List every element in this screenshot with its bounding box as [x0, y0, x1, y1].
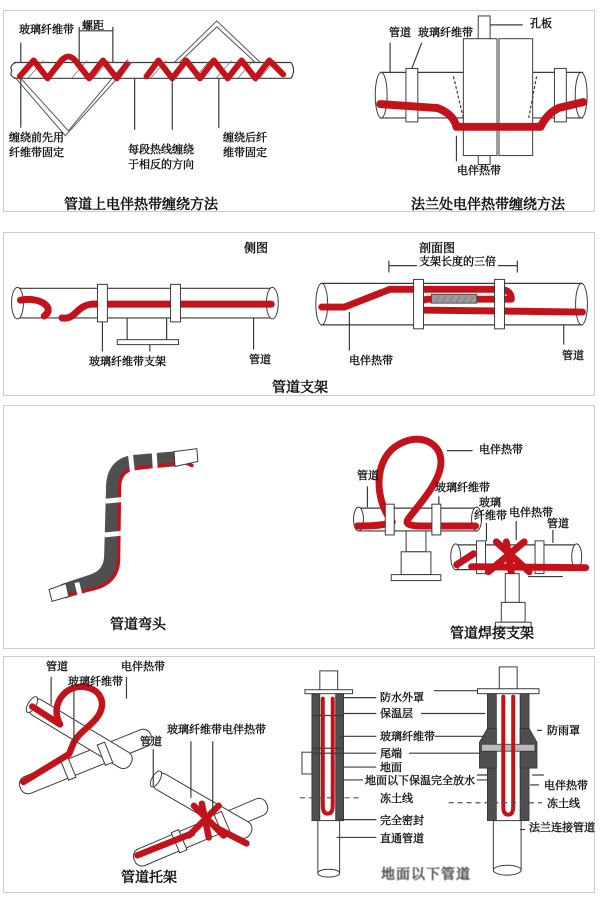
label-fiberglass-and-cable: 玻璃纤维带电伴热带 [167, 723, 266, 736]
title-flange-wrap-method: 法兰处电伴热带缠绕方法 [411, 197, 565, 213]
label-frost-line-left: 冻土线 [380, 792, 413, 805]
leader-lines [102, 318, 253, 352]
label-pipe: 管道 [547, 517, 569, 530]
label-fix-before-1: 缠绕前先用 [9, 131, 64, 144]
label-pipe: 管道 [249, 353, 271, 366]
panel-pipe-support [3, 232, 595, 396]
panel-cradle-underground [3, 656, 595, 893]
label-fiberglass-tape: 玻璃纤维带 [380, 730, 435, 743]
label-three-times-bracket-length: 支架长度的三倍 [419, 255, 496, 268]
welded-support [495, 574, 562, 628]
wrap-method-diagram [4, 11, 594, 211]
label-opposite-dir-2: 于相反的方向 [128, 158, 194, 171]
heat-cable [20, 57, 283, 79]
label-fiberglass-2: 纤维带 [474, 509, 507, 522]
splice-hatch [431, 294, 476, 303]
label-fiberglass-tape: 玻璃纤维带 [68, 675, 123, 688]
title-pipe-elbow: 管道弯头 [110, 617, 166, 633]
label-fix-after-1: 缠绕后纤 [223, 131, 267, 144]
label-fiberglass-1: 玻璃 [479, 496, 501, 509]
label-side-view: 侧图 [244, 241, 269, 255]
pipe-cradle-2 [131, 769, 270, 868]
label-pipe: 管道 [46, 660, 68, 673]
label-heat-cable: 电伴热带 [544, 779, 588, 792]
cradle-underground-diagram [4, 657, 594, 892]
label-bracket: 支架 [144, 355, 166, 368]
label-waterproof-cover: 防水外罩 [380, 691, 424, 704]
label-pitch: 螺距 [82, 19, 104, 32]
label-fiberglass-tape: 玻璃纤维带 [89, 355, 144, 368]
title-underground-pipe: 地面以下管道 [381, 867, 471, 883]
pipe-support-diagram [4, 233, 594, 395]
label-fiberglass-tape: 玻璃纤维带 [19, 23, 74, 36]
underground-flange-pipe [477, 667, 538, 875]
underground-straight-pipe [302, 671, 353, 877]
label-fix-after-2: 维带固定 [223, 146, 267, 159]
label-fully-sealed: 完全密封 [380, 814, 424, 827]
label-rain-cover: 防雨罩 [547, 724, 580, 737]
welded-support [391, 531, 441, 581]
label-heat-cable: 电伴热带 [457, 164, 501, 177]
label-pipe: 管道 [357, 469, 379, 482]
title-pipe-wrap-method: 管道上电伴热带缠绕方法 [64, 197, 218, 213]
label-ground: 地面 [380, 761, 402, 774]
label-frost-line-right: 冻土线 [547, 797, 580, 810]
pipe-cradle-1 [17, 687, 154, 796]
label-heat-cable: 电伴热带 [121, 660, 165, 673]
label-heat-cable: 电伴热带 [479, 443, 523, 456]
title-pipe-support: 管道支架 [272, 380, 328, 396]
label-pipe: 管道 [389, 26, 411, 39]
label-pipe: 管道 [140, 735, 162, 748]
label-fiberglass-tape: 玻璃纤维带 [418, 26, 473, 39]
heat-cable [503, 697, 513, 815]
label-fiberglass-tape: 玻璃纤维带 [435, 481, 490, 494]
label-heat-cable: 电伴热带 [349, 354, 393, 367]
label-tail-end: 尾端 [380, 747, 402, 760]
label-orifice-plate: 孔板 [530, 17, 552, 30]
panel-wrap-methods [3, 10, 595, 212]
label-straight-pipe: 直通管道 [380, 832, 424, 845]
panel-elbow-welded-support [3, 405, 595, 649]
label-fix-before-2: 纤维带固定 [9, 146, 64, 159]
label-insulation-layer: 保温层 [380, 707, 413, 720]
label-section-view: 剖面图 [419, 241, 456, 255]
support-bracket [117, 318, 178, 345]
label-heat-cable: 电伴热带 [509, 506, 553, 519]
label-flange-pipe: 法兰连接管道 [529, 821, 595, 834]
title-welded-support: 管道焊接支架 [450, 626, 534, 642]
leader-lines [349, 312, 563, 351]
label-opposite-dir-1: 每段热线缠绕 [128, 143, 194, 156]
label-below-ground-note: 地面以下保温完全放水 [365, 774, 475, 787]
heat-cable [20, 299, 271, 318]
elbow-pipe [49, 449, 198, 602]
title-pipe-cradle: 管道托架 [121, 870, 177, 886]
label-pipe: 管道 [562, 349, 584, 362]
